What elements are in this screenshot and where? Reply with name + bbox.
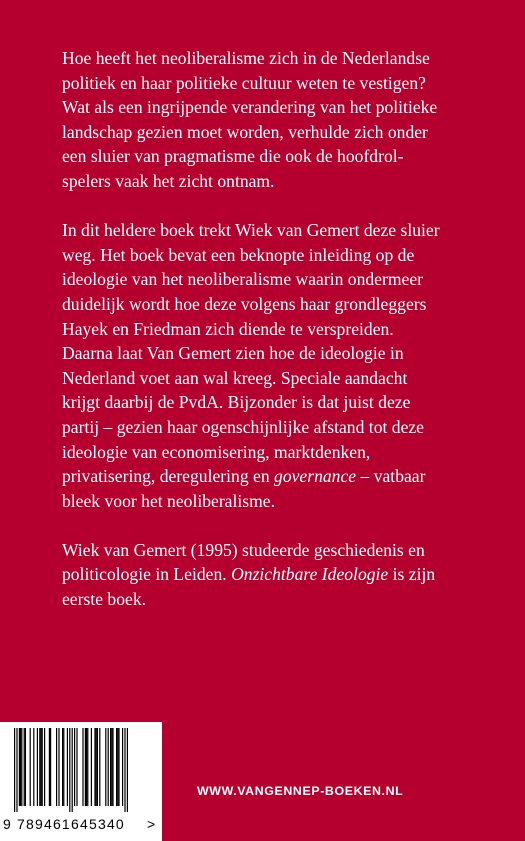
barcode-bar bbox=[122, 728, 123, 806]
text-line: bleek voor het neoliberalisme. bbox=[62, 490, 276, 511]
barcode-bar bbox=[85, 728, 86, 806]
text-line: duidelijk wordt hoe deze volgens haar grondleggers bbox=[62, 293, 427, 314]
text-run: – vatbaar bbox=[356, 466, 426, 487]
text-run: politicologie in Leiden. bbox=[62, 564, 232, 585]
text-line-mixed bbox=[62, 464, 502, 489]
text-line: politiek en haar politieke cultuur weten te vestigen? bbox=[62, 72, 426, 93]
isbn-barcode bbox=[0, 722, 162, 841]
barcode-bar bbox=[21, 728, 22, 806]
text-line: In dit heldere boek trekt Wiek van Gemert deze sluier bbox=[62, 220, 440, 241]
barcode-bar bbox=[25, 728, 26, 806]
barcode-bar bbox=[108, 728, 109, 806]
barcode-digit-group-1: 789461 bbox=[17, 816, 71, 832]
barcode-bar bbox=[76, 728, 77, 806]
barcode-bar bbox=[63, 728, 64, 806]
barcode-bar bbox=[56, 728, 57, 806]
barcode-bar bbox=[37, 728, 38, 806]
barcode-guard-bar bbox=[127, 728, 128, 812]
blurb-paragraph-author bbox=[62, 538, 502, 612]
barcode-bar bbox=[86, 728, 87, 806]
text-line: krijgt daarbij de PvdA. Bijzonder is dat juist deze bbox=[62, 392, 411, 413]
barcode-bar bbox=[39, 728, 40, 806]
blurb-paragraph-summary bbox=[62, 218, 502, 513]
text-run: is zijn bbox=[388, 564, 436, 585]
text-line: Wiek van Gemert (1995) studeerde geschiedenis en bbox=[62, 539, 425, 560]
text-line: Hoe heeft het neoliberalisme zich in de Nederlandse bbox=[62, 48, 430, 68]
barcode-bar bbox=[110, 728, 111, 806]
barcode-bar bbox=[87, 728, 88, 806]
barcode-bar bbox=[116, 728, 117, 806]
text-line: landschap gezien moet worden, verhulde zich onder bbox=[62, 121, 428, 142]
barcode-bar bbox=[62, 728, 63, 806]
barcode-bar bbox=[111, 728, 112, 806]
text-line: ideologie van economisering, marktdenken, bbox=[62, 441, 371, 462]
barcode-guard-bar bbox=[69, 728, 70, 812]
barcode-bar bbox=[20, 728, 21, 806]
text-line-mixed bbox=[62, 562, 502, 587]
barcode-bar bbox=[19, 728, 20, 806]
barcode-guard-bar bbox=[16, 728, 17, 812]
blurb-paragraph-intro bbox=[62, 46, 502, 194]
barcode-bar bbox=[99, 728, 100, 806]
barcode-quiet-zone-mark: > bbox=[147, 816, 156, 832]
text-run: privatisering, deregulering en bbox=[62, 466, 275, 487]
barcode-bar bbox=[117, 728, 118, 806]
barcode-bar bbox=[30, 728, 31, 806]
italic-term: governance bbox=[274, 466, 357, 487]
barcode-bar bbox=[24, 728, 25, 806]
text-line: ideologie van het neoliberalisme waarin ondermeer bbox=[62, 269, 424, 290]
text-line: partij – gezien haar ogenschijnlijke afstand tot deze bbox=[62, 416, 424, 437]
barcode-bar bbox=[97, 728, 98, 806]
barcode-bar bbox=[105, 728, 106, 806]
text-line: spelers vaak het zicht ontnam. bbox=[62, 170, 275, 191]
blurb-text bbox=[62, 46, 502, 636]
barcode-digit-group-2: 645340 bbox=[71, 816, 125, 832]
text-line: Wat als een ingrijpende verandering van het politieke bbox=[62, 97, 438, 118]
text-line: weg. Het boek bevat een beknopte inleiding op de bbox=[62, 244, 415, 265]
barcode-bar bbox=[44, 728, 45, 806]
text-line: Daarna laat Van Gemert zien hoe de ideologie in bbox=[62, 343, 404, 364]
text-line: eerste boek. bbox=[62, 589, 147, 610]
barcode-guard-bar bbox=[14, 728, 15, 812]
barcode-bar bbox=[96, 728, 97, 806]
barcode-guard-bar bbox=[124, 728, 125, 812]
barcode-bar bbox=[82, 728, 83, 806]
book-title-italic: Onzichtbare Ideologie bbox=[231, 564, 389, 585]
barcode-bar bbox=[74, 728, 75, 806]
text-line: een sluier van pragmatisme die ook de hoofdrol- bbox=[62, 146, 404, 167]
barcode-bar bbox=[40, 728, 41, 806]
barcode-bar bbox=[33, 728, 34, 806]
barcode-guard-bar bbox=[72, 728, 73, 812]
barcode-bar bbox=[50, 728, 51, 806]
barcode-bar bbox=[94, 728, 95, 806]
barcode-lead-digit: 9 bbox=[3, 816, 11, 832]
publisher-website: WWW.VANGENNEP-BOEKEN.NL bbox=[197, 784, 404, 798]
barcode-bars bbox=[14, 728, 128, 812]
barcode-bar bbox=[112, 728, 113, 806]
barcode-bar bbox=[67, 728, 68, 806]
barcode-bar bbox=[58, 728, 59, 806]
barcode-digits bbox=[0, 816, 162, 836]
barcode-bar bbox=[118, 728, 119, 806]
barcode-bar bbox=[49, 728, 50, 806]
text-line: Nederland voet aan wal kreeg. Speciale aandacht bbox=[62, 367, 408, 388]
text-line: Hayek en Friedman zich diende te verspreiden. bbox=[62, 318, 394, 339]
barcode-bar bbox=[42, 728, 43, 806]
barcode-bar bbox=[91, 728, 92, 806]
